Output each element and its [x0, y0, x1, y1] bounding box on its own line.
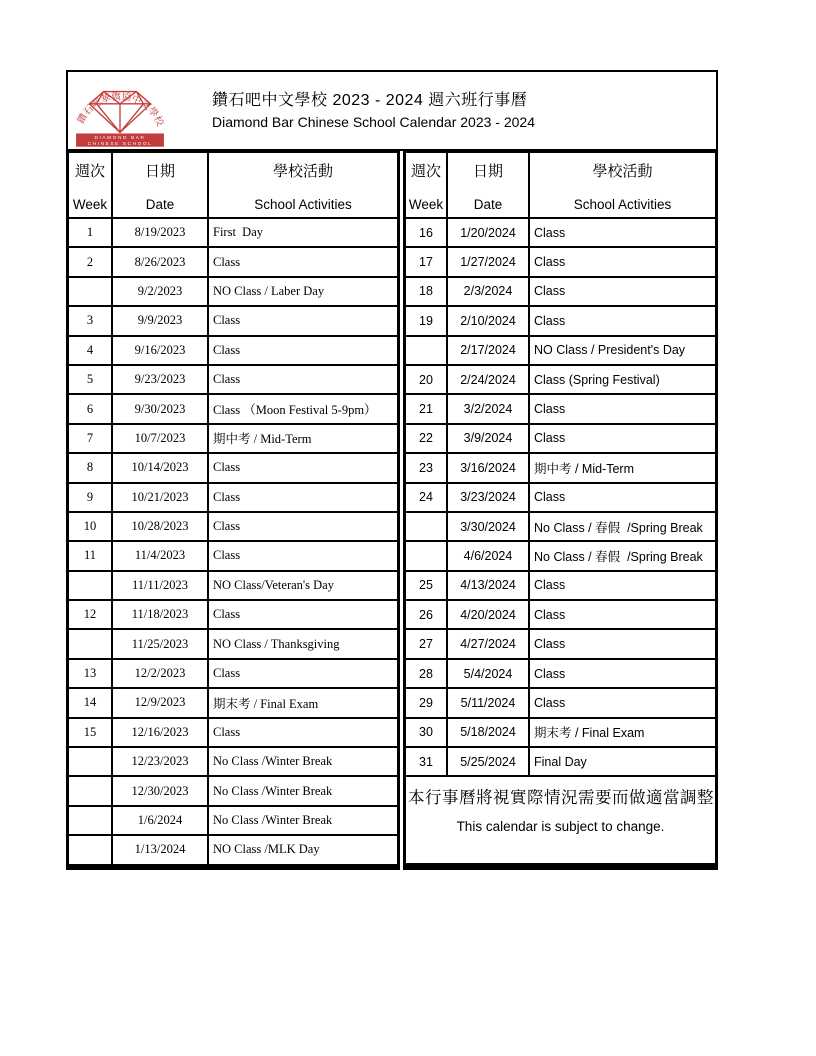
activity-cell: NO Class / Laber Day	[209, 278, 397, 305]
logo-arc-text: 鑽石吧華僑協中文學校	[75, 91, 166, 128]
date-cell: 4/6/2024	[448, 542, 528, 569]
week-cell: 30	[406, 719, 446, 746]
activity-cell: Final Day	[530, 748, 715, 775]
week-cell: 28	[406, 660, 446, 687]
document-header	[66, 70, 718, 151]
week-cell: 3	[69, 307, 111, 334]
date-cell: 2/24/2024	[448, 366, 528, 393]
logo-banner-line2: CHINESE SCHOOL	[87, 141, 153, 147]
activity-cell: NO Class/Veteran's Day	[209, 572, 397, 599]
week-cell	[406, 513, 446, 540]
activity-cell: Class	[530, 395, 715, 422]
date-cell: 8/19/2023	[113, 219, 207, 246]
column-header-week-en: Week	[72, 197, 108, 212]
week-cell	[69, 748, 111, 775]
date-cell: 2/10/2024	[448, 307, 528, 334]
activity-cell: No Class /Winter Break	[209, 777, 397, 804]
week-cell: 31	[406, 748, 446, 775]
activity-cell: 期末考 / Final Exam	[530, 719, 715, 746]
date-cell: 3/9/2024	[448, 425, 528, 452]
date-cell: 12/2/2023	[113, 660, 207, 687]
page-title-english: Diamond Bar Chinese School Calendar 2023 - 2024	[212, 113, 535, 130]
activity-cell: No Class / 春假 /Spring Break	[530, 513, 715, 540]
activity-cell: Class	[530, 601, 715, 628]
column-header-date-zh: 日期	[144, 163, 175, 180]
week-cell: 23	[406, 454, 446, 481]
activity-cell: Class （Moon Festival 5-9pm）	[209, 395, 397, 422]
activity-cell: Class	[530, 219, 715, 246]
activity-cell: Class	[530, 278, 715, 305]
week-cell: 24	[406, 484, 446, 511]
date-cell: 5/11/2024	[448, 689, 528, 716]
date-cell: 12/16/2023	[113, 719, 207, 746]
date-cell: 11/25/2023	[113, 630, 207, 657]
right-calendar-table	[403, 150, 718, 870]
activity-cell: Class	[530, 484, 715, 511]
week-cell: 7	[69, 425, 111, 452]
week-cell: 25	[406, 572, 446, 599]
week-cell: 17	[406, 248, 446, 275]
date-cell: 9/23/2023	[113, 366, 207, 393]
date-cell: 11/4/2023	[113, 542, 207, 569]
week-cell	[69, 807, 111, 834]
subject-to-change-note-zh: 本行事曆將視實際情況需要而做適當調整	[408, 789, 714, 808]
week-cell: 2	[69, 248, 111, 275]
activity-cell: NO Class /MLK Day	[209, 836, 397, 863]
week-cell: 18	[406, 278, 446, 305]
date-cell: 12/23/2023	[113, 748, 207, 775]
column-header-date-en: Date	[145, 197, 175, 212]
column-header-activities-en: School Activities	[573, 197, 672, 212]
week-cell: 6	[69, 395, 111, 422]
column-header-week-zh: 週次	[410, 163, 441, 180]
activity-cell: Class	[209, 366, 397, 393]
activity-cell: NO Class / Thanksgiving	[209, 630, 397, 657]
column-header-week-en: Week	[408, 197, 444, 212]
activity-cell: Class	[209, 307, 397, 334]
date-cell: 9/2/2023	[113, 278, 207, 305]
activity-cell: No Class /Winter Break	[209, 748, 397, 775]
date-cell: 4/27/2024	[448, 630, 528, 657]
diamond-logo-icon	[72, 76, 168, 147]
column-header-activities	[530, 153, 715, 217]
week-cell	[69, 572, 111, 599]
activity-cell: Class	[209, 248, 397, 275]
week-cell: 26	[406, 601, 446, 628]
week-cell: 12	[69, 601, 111, 628]
week-cell: 4	[69, 337, 111, 364]
date-cell: 9/16/2023	[113, 337, 207, 364]
column-header-date-zh: 日期	[472, 163, 503, 180]
activity-cell: No Class /Winter Break	[209, 807, 397, 834]
week-cell: 20	[406, 366, 446, 393]
activity-cell: Class (Spring Festival)	[530, 366, 715, 393]
date-cell: 10/28/2023	[113, 513, 207, 540]
activity-cell: Class	[530, 248, 715, 275]
left-calendar-table	[66, 150, 400, 870]
week-cell: 19	[406, 307, 446, 334]
activity-cell: Class	[530, 630, 715, 657]
week-cell	[69, 278, 111, 305]
week-cell: 11	[69, 542, 111, 569]
week-cell: 1	[69, 219, 111, 246]
date-cell: 4/20/2024	[448, 601, 528, 628]
date-cell: 5/18/2024	[448, 719, 528, 746]
date-cell: 11/18/2023	[113, 601, 207, 628]
activity-cell: Class	[209, 601, 397, 628]
week-cell: 15	[69, 719, 111, 746]
week-cell: 27	[406, 630, 446, 657]
activity-cell: No Class / 春假 /Spring Break	[530, 542, 715, 569]
column-header-activities-zh: 學校活動	[272, 163, 333, 180]
week-cell: 8	[69, 454, 111, 481]
date-cell: 3/16/2024	[448, 454, 528, 481]
activity-cell: Class	[209, 513, 397, 540]
date-cell: 9/30/2023	[113, 395, 207, 422]
date-cell: 9/9/2023	[113, 307, 207, 334]
week-cell: 16	[406, 219, 446, 246]
date-cell: 10/14/2023	[113, 454, 207, 481]
date-cell: 8/26/2023	[113, 248, 207, 275]
week-cell	[406, 542, 446, 569]
logo-banner-line1: DIAMOND BAR	[94, 135, 146, 141]
week-cell	[69, 777, 111, 804]
date-cell: 2/3/2024	[448, 278, 528, 305]
date-cell: 1/27/2024	[448, 248, 528, 275]
date-cell: 2/17/2024	[448, 337, 528, 364]
week-cell	[69, 630, 111, 657]
week-cell: 14	[69, 689, 111, 716]
subject-to-change-note-en: This calendar is subject to change.	[456, 819, 665, 835]
activity-cell: NO Class / President's Day	[530, 337, 715, 364]
week-cell: 29	[406, 689, 446, 716]
school-logo	[72, 76, 168, 147]
activity-cell: 期末考 / Final Exam	[209, 689, 397, 716]
date-cell: 4/13/2024	[448, 572, 528, 599]
column-header-activities-en: School Activities	[254, 197, 352, 212]
week-cell: 13	[69, 660, 111, 687]
activity-cell: Class	[209, 660, 397, 687]
date-cell: 10/21/2023	[113, 484, 207, 511]
date-cell: 12/30/2023	[113, 777, 207, 804]
date-cell: 1/6/2024	[113, 807, 207, 834]
activity-cell: First Day	[209, 219, 397, 246]
column-header-week	[69, 153, 111, 217]
date-cell: 12/9/2023	[113, 689, 207, 716]
activity-cell: Class	[530, 307, 715, 334]
date-cell: 11/11/2023	[113, 572, 207, 599]
title-block	[212, 72, 712, 149]
week-cell	[406, 337, 446, 364]
activity-cell: 期中考 / Mid-Term	[530, 454, 715, 481]
date-cell: 10/7/2023	[113, 425, 207, 452]
week-cell: 9	[69, 484, 111, 511]
activity-cell: Class	[209, 719, 397, 746]
column-header-date	[448, 153, 528, 217]
activity-cell: Class	[530, 572, 715, 599]
column-header-date	[113, 153, 207, 217]
week-cell: 5	[69, 366, 111, 393]
activity-cell: Class	[209, 454, 397, 481]
activity-cell: Class	[530, 425, 715, 452]
week-cell: 22	[406, 425, 446, 452]
week-cell: 10	[69, 513, 111, 540]
activity-cell: Class	[209, 484, 397, 511]
date-cell: 3/23/2024	[448, 484, 528, 511]
date-cell: 5/25/2024	[448, 748, 528, 775]
column-header-activities	[209, 153, 397, 217]
subject-to-change-note	[406, 777, 715, 863]
activity-cell: Class	[530, 689, 715, 716]
date-cell: 3/30/2024	[448, 513, 528, 540]
week-cell: 21	[406, 395, 446, 422]
activity-cell: Class	[209, 337, 397, 364]
column-header-date-en: Date	[473, 197, 503, 212]
activity-cell: Class	[209, 542, 397, 569]
date-cell: 3/2/2024	[448, 395, 528, 422]
week-cell	[69, 836, 111, 863]
column-header-week-zh: 週次	[74, 163, 105, 180]
date-cell: 1/20/2024	[448, 219, 528, 246]
page-title-chinese: 鑽石吧中文學校 2023 - 2024 週六班行事曆	[212, 91, 528, 109]
column-header-activities-zh: 學校活動	[592, 163, 653, 180]
activity-cell: 期中考 / Mid-Term	[209, 425, 397, 452]
date-cell: 5/4/2024	[448, 660, 528, 687]
activity-cell: Class	[530, 660, 715, 687]
column-header-week	[406, 153, 446, 217]
date-cell: 1/13/2024	[113, 836, 207, 863]
